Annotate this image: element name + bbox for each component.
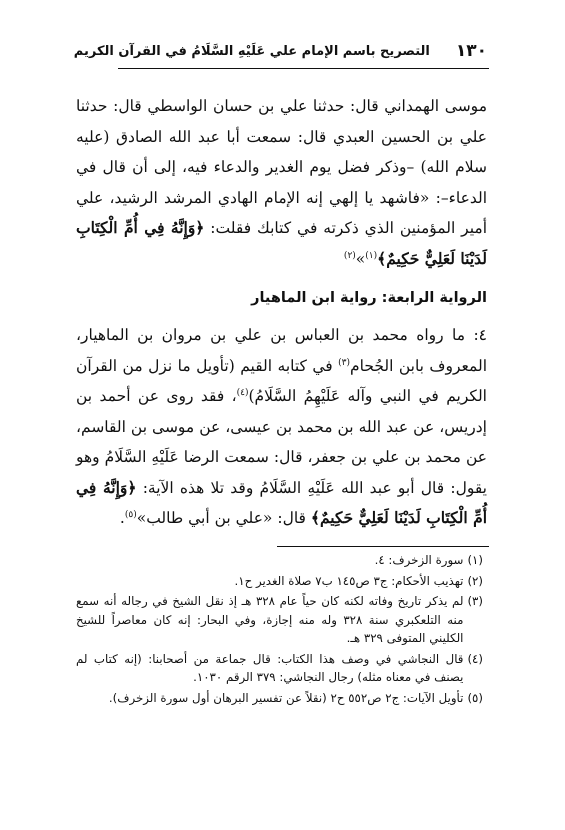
- footnote-text: لم يذكر تاريخ وفاته لكنه كان حياً عام ٣٢٨ هـ إذ نقل الشيخ في رجاله أنه سمع منه التلعكبري سنة ٣٢٨ وله منه إجازة، وفي البحار: إنه كان معاصراً للشيخ الكليني المتوفى ٣٢٩ هـ.: [76, 594, 464, 645]
- page-number: ١٣٠: [455, 41, 487, 61]
- footnote-ref-1: (١): [365, 250, 378, 261]
- footnote-item: [76, 592, 483, 648]
- footnote-text: سورة الزخرف: ٤.: [374, 553, 464, 567]
- footnote-number: (٣): [467, 594, 483, 608]
- running-header: [73, 38, 487, 64]
- section-heading: الرواية الرابعة: رواية ابن الماهيار: [251, 290, 487, 306]
- footnote-ref-3: (٣): [338, 357, 351, 368]
- footnote-rule: [277, 546, 489, 547]
- footnote-item: [76, 572, 483, 591]
- footnote-number: (٥): [467, 690, 483, 705]
- header-rule: [118, 68, 489, 69]
- footnote-ref-4: (٤): [236, 387, 249, 398]
- header-title: التصريح باسم الإمام علي عَلَيْهِ السَّلَامُ في القرآن الكريم: [73, 43, 430, 59]
- footnote-number: (١): [467, 553, 483, 567]
- quran-verse: ﴿وَإِنَّهُ فِي أُمِّ الْكِتَابِ لَدَيْنَا لَعَلِيٌّ حَكِيمٌ﴾: [76, 477, 487, 527]
- paragraph-2-text-c: ، فقد روى عن أحمد بن إدريس، عن عبد الله بن محمد بن عيسى، عن موسى بن القاسم، عن محمد بن علي بن جعفر، قال: سمعت الرضا عَلَيْهِ السَّلَامُ وهو يقول: قال أبو عبد الله عَلَيْهِ السَّلَامُ وقد تلا هذه الآية:: [76, 387, 487, 497]
- footnote-number: (٤): [467, 651, 483, 666]
- paragraph-2: [76, 320, 487, 534]
- paragraph-2-text-a: ٤: ما رواه محمد بن العباس بن علي بن مروان بن الماهيار، المعروف بابن الجُحام: [76, 326, 488, 375]
- quote-close: »: [355, 249, 366, 268]
- footnote-number: (٢): [467, 573, 483, 588]
- footnote-item: [76, 689, 483, 708]
- paragraph-1-text: موسى الهمداني قال: حدثنا علي بن حسان الواسطي قال: حدثنا علي بن الحسين العبدي قال: سمعت أبا عبد الله الصادق (عليه سلام الله) –وذكر فضل يوم الغدير والدعاء فيه، إلى أن قال في الدعاء–: «فاشهد يا إلهي إنه الإمام الهادي المرشد الرشيد، علي أمير المؤمنين الذي ذكرته في كتابك فقلت:: [76, 97, 487, 237]
- footnote-item: [76, 551, 483, 570]
- quran-verse: ﴿وَإِنَّهُ فِي أُمِّ الْكِتَابِ لَدَيْنَا لَعَلِيٌّ حَكِيمٌ﴾: [76, 218, 487, 268]
- footnote-text: تهذيب الأحكام: ج٣ ص١٤٥ ب٧ صلاة الغدير ح١.: [234, 573, 464, 588]
- paragraph-2-text-b: في كتابه القيم (تأويل ما نزل من القرآن الكريم في النبي وآله عَلَيْهِمُ السَّلَامُ): [76, 356, 487, 405]
- footnotes: [76, 551, 483, 709]
- paragraph-2-text-d: قال: «علي بن أبي طالب»: [136, 509, 311, 527]
- footnote-ref-5: (٥): [124, 509, 137, 520]
- footnote-text: قال النجاشي في وصف هذا الكتاب: قال جماعة من أصحابنا: (إنه كتاب لم يصنف في معناه مثله) رجال النجاشي: ٣٧٩ الرقم ١٠٣٠.: [76, 651, 464, 684]
- paragraph-2-end: .: [119, 509, 125, 527]
- footnote-text: تأويل الآيات: ج٢ ص٥٥٢ ح٢ (نقلاً عن تفسير البرهان أول سورة الزخرف).: [108, 690, 464, 705]
- footnote-ref-2: (٢): [343, 250, 356, 261]
- footnote-item: [76, 650, 483, 687]
- paragraph-1: [76, 91, 487, 274]
